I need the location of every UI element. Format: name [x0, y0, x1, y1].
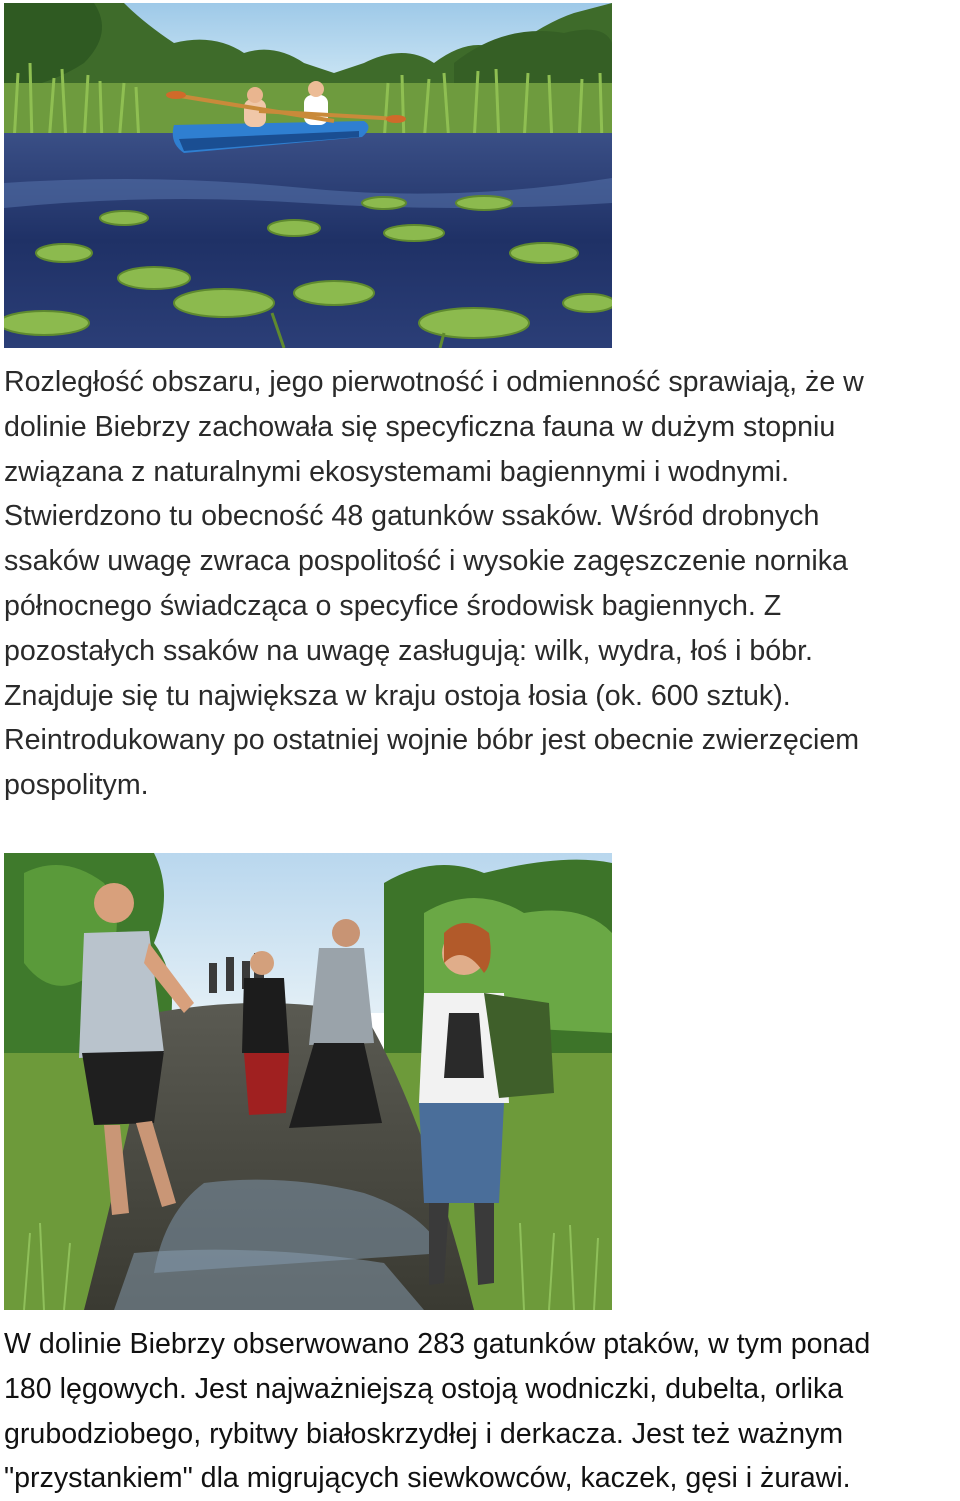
paragraph-line: związana z naturalnymi ekosystemami bagiennymi i wodnymi. — [4, 455, 790, 488]
paragraph-line: Reintrodukowany po ostatniej wojnie bóbr jest obecnie zwierzęciem — [4, 724, 860, 757]
paragraph-line: Znajduje się tu największa w kraju ostoja łosia (ok. 600 sztuk). — [4, 679, 791, 712]
hikers-marsh-photo — [4, 853, 612, 1310]
kayak-river-photo — [4, 3, 612, 348]
paragraph-line: północnego świadcząca o specyfice środowisk bagiennych. Z — [4, 589, 782, 622]
paragraph-line: 180 lęgowych. Jest najważniejszą ostoją wodniczki, dubelta, orlika — [4, 1372, 844, 1405]
paragraph-line: Stwierdzono tu obecność 48 gatunków ssaków. Wśród drobnych — [4, 500, 820, 533]
paragraph-line: ssaków uwagę zwraca pospolitość i wysokie zagęszczenie nornika — [4, 545, 848, 578]
hikers-in-marsh-photo-icon — [4, 853, 612, 1310]
paragraph-line: "przystankiem" dla migrujących siewkowców, kaczek, gęsi i żurawi. — [4, 1462, 851, 1495]
paragraph-line: grubodziobego, rybitwy białoskrzydłej i derkacza. Jest też ważnym — [4, 1417, 844, 1450]
kayak-on-river-photo-icon — [4, 3, 612, 348]
birds-paragraph — [4, 1322, 960, 1501]
paragraph-line: pozostałych ssaków na uwagę zasługują: wilk, wydra, łoś i bóbr. — [4, 634, 813, 667]
paragraph-line: W dolinie Biebrzy obserwowano 283 gatunków ptaków, w tym ponad — [4, 1328, 871, 1360]
fauna-paragraph — [4, 360, 960, 808]
paragraph-line: dolinie Biebrzy zachowała się specyficzna fauna w dużym stopniu — [4, 410, 836, 443]
paragraph-line: pospolitym. — [4, 769, 149, 802]
paragraph-line: Rozległość obszaru, jego pierwotność i odmienność sprawiają, że w — [4, 366, 864, 398]
